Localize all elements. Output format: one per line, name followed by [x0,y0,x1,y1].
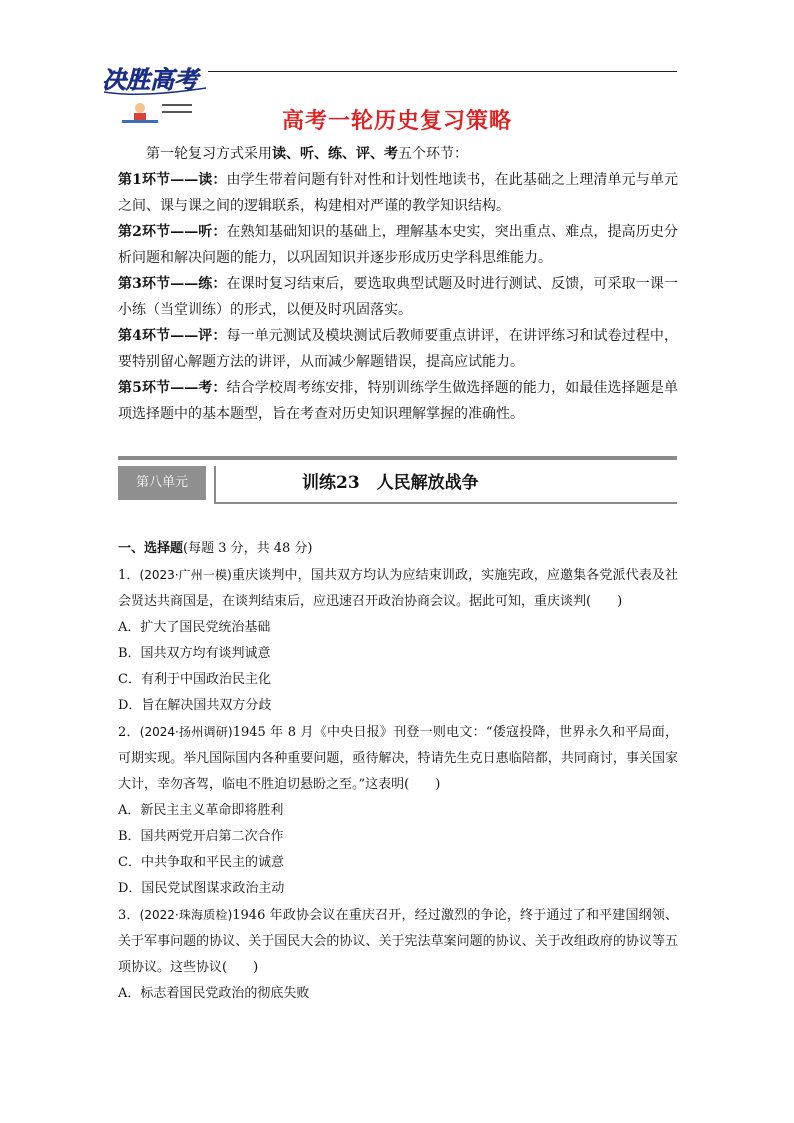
step-4: 第4环节——评：每一单元测试及模块测试后教师要重点讲评，在讲评练习和试卷过程中，要特别留心解题方法的讲评，从而减少解题错误，提高应试能力。 [118,328,678,370]
step-3: 第3环节——练：在课时复习结束后，要选取典型试题及时进行测试、反馈，可采取一课一小练（当堂训练）的形式，以便及时巩固落实。 [118,276,678,318]
section-heading: 一、选择题(每题 3 分，共 48 分) [118,541,313,556]
unit-bottom-rule [214,502,677,504]
lesson-title: 训练23 人民解放战争 [302,473,479,493]
option-1c: C．有利于中国政治民主化 [118,672,271,687]
question-3: 3．(2022·珠海质检)1946 年政协会议在重庆召开，经过激烈的争论，终于通过了和平建国纲领、关于军事问题的协议、关于国民大会的协议、关于宪法草案问题的协议、关于改组政府的协议等五项协议。这些协议( ) [118,908,679,975]
option-2d: D．国民党试图谋求政治主动 [118,881,285,896]
option-2b: B．国共两党开启第二次合作 [118,829,284,844]
unit-top-rule [118,456,677,460]
option-2a: A．新民主主义革命即将胜利 [118,803,284,818]
step-2: 第2环节——听：在熟知基础知识的基础上，理解基本史实，突出重点、难点，提高历史分析问题和解决问题的能力，以巩固知识并逐步形成历史学科思维能力。 [118,224,678,266]
unit-header [118,456,677,508]
logo-lettering: 决胜高考 [102,66,198,94]
header-rule [208,71,677,72]
question-list [118,536,678,1007]
option-2c: C．中共争取和平民主的诚意 [118,855,284,870]
step-5: 第5环节——考：结合学校周考练安排，特别训练学生做选择题的能力，如最佳选择题是单项选择题中的基本题型，旨在考查对历史知识理解掌握的准确性。 [118,380,678,422]
option-1d: D．旨在解决国共双方分歧 [118,698,272,713]
unit-tab: 第八单元 [118,466,206,500]
step-1: 第1环节——读：由学生带着问题有针对性和计划性地读书，在此基础之上理清单元与单元之间、课与课之间的逻辑联系，构建相对严谨的教学知识结构。 [118,172,678,214]
option-1b: B．国共双方均有谈判诚意 [118,646,271,661]
page-title: 高考一轮历史复习策略 [281,109,512,134]
question-2: 2．(2024·扬州调研)1945 年 8 月《中央日报》刊登一则电文：“倭寇投降，世界永久和平局面，可期实现。举凡国际国内各种重要问题，亟待解决，特请先生克日惠临陪都，共同商讨，事关国家大计，幸勿吝驾，临电不胜迫切悬盼之至。”这表明( ) [118,725,678,792]
intro-lead: 第一轮复习方式采用读、听、练、评、考五个环节： [146,146,468,162]
unit-divider [214,466,216,504]
option-3a: A．标志着国民党政治的彻底失败 [118,986,310,1001]
question-1: 1．(2023·广州一模)重庆谈判中，国共双方均认为应结束训政，实施宪政，应邀集各党派代表及社会贤达共商国是，在谈判结束后，应迅速召开政治协商会议。据此可知，重庆谈判( ) [118,568,678,609]
option-1a: A．扩大了国民党统治基础 [118,620,271,635]
strategy-intro [118,141,678,427]
